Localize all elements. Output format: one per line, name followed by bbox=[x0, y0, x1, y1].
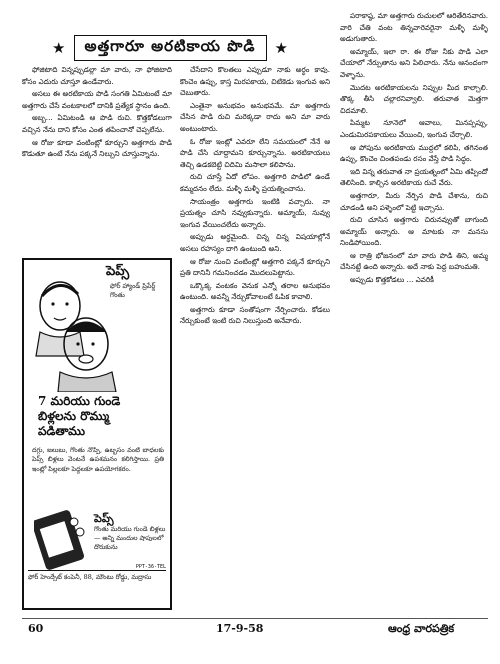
story-title: అత్తగారూ అరటికాయ పొడి bbox=[74, 35, 267, 61]
ad-body-text: దగ్గు, జలుబు, గొంతు నొప్పి, ఉబ్బసం వంటి బాధలకు పెప్స్ బిళ్లలు వెంటనే ఉపశమనం కలిగిస్తాయి. ప్రతి ఇంట్లో పిల్లలకూ పెద్దలకూ ఉపయోగకరం. bbox=[32, 446, 164, 473]
pack-description: గొంతు మరియు గుండె బిళ్లలు — అన్ని మందుల షాపులలో దొరుకును bbox=[94, 525, 166, 551]
pack-brand: పెప్స్ bbox=[94, 512, 114, 525]
lozenge-tube-illustration bbox=[34, 508, 86, 570]
paragraph: ఫోజిటాది విన్నప్పుడల్లా మా వారు, నా ఫోజిటాది కోసం ఎదురు చూస్తూ ఉండేవారు. bbox=[22, 65, 172, 86]
page-number: 60 bbox=[28, 622, 44, 635]
star-icon-left: ★ bbox=[52, 38, 66, 57]
peps-advertisement bbox=[22, 258, 172, 610]
ad-headline: 7 మరియు గుండె బిళ్లలను రొమ్ము పడితాము bbox=[38, 394, 121, 438]
paragraph: ఆ రోజు నుంచి వంటింట్లో అత్తగారి పక్కనే కూర్చుని ప్రతి దానినీ గమనించడం మొదలుపెట్టాను. bbox=[180, 256, 330, 278]
paragraph: అబ్బ... ఏమిటండి ఆ పొడి రుచి. కొత్తకోడలుగా వచ్చిన నేను దాని కోసం ఎంత తపించానో చెప్పలేను. bbox=[22, 113, 172, 134]
two-boys-illustration bbox=[30, 272, 118, 392]
story-header bbox=[20, 36, 320, 60]
ad-code: PPT-36-TEL bbox=[135, 564, 166, 570]
column-2 bbox=[180, 64, 330, 609]
footer-rule bbox=[22, 618, 488, 619]
paragraph: ఎంతైనా అనుభవం అనుభవమే. మా అత్తగారు చేసిన పొడి రుచి మరెక్కడా రాదు అని మా వారు అంటుంటారు. bbox=[180, 100, 330, 133]
paragraph: ఆ రాత్రి భోజనంలో మా వారు పొడి తిని, అమ్మ చేసినట్టే ఉంది అన్నారు. అదే నాకు పెద్ద బహుమతి. bbox=[340, 250, 488, 272]
paragraph: రుచి చూస్తే ఏదో లోపం. అత్తగారి పొడిలో ఉండే కమ్మదనం లేదు. మళ్ళీ మళ్ళీ ప్రయత్నించాను. bbox=[180, 172, 330, 193]
paragraph: మొదట అరటికాయలను నిప్పుల మీద కాల్చాలి. తొక్క తీసి చల్లారనివ్వాలి. తరువాత మెత్తగా చిదమాలి. bbox=[340, 82, 488, 115]
column-3 bbox=[340, 10, 488, 609]
paragraph: ఆ పోపును అరటికాయ ముద్దలో కలిపి, తగినంత ఉప్పు, కొంచెం చింతపండు రసం వేస్తే పొడి సిద్ధం. bbox=[340, 142, 488, 164]
issue-date: 17-9-58 bbox=[216, 622, 264, 635]
paragraph: రుచి చూసిన అత్తగారు చిరునవ్వుతో బాగుంది అమ్మాయ్ అన్నారు. ఆ మాటకు నా మనసు నిండిపోయింది. bbox=[340, 215, 488, 248]
paragraph: ఒక్కొక్క వంటకం వెనుక ఎన్నో తరాల అనుభవం ఉంటుంది. అవన్నీ నేర్చుకోవాలంటే ఓపిక కావాలి. bbox=[180, 280, 330, 302]
ad-brand: పెప్స్ bbox=[106, 264, 130, 279]
paragraph: అత్తగారూ, మీరు నేర్పిన పొడి చేశాను, రుచి చూడండి అని పళ్ళెంలో పెట్టి ఇచ్చాను. bbox=[340, 190, 488, 212]
ad-manufacturer: ఫోర్ హెంద్సేట్ కంపెనీ, 88, మౌంటు రోడ్డు, మద్రాసు bbox=[28, 570, 166, 582]
paragraph: పరాకాష్ఠ, మా అత్తగారు రుచులలో ఆరితేరినవారు. వారి చేతి వంట తిన్నవారెవరైనా మళ్ళీ మళ్ళీ అడుగుతారు. bbox=[340, 11, 488, 44]
ad-pack-text bbox=[94, 514, 166, 552]
paragraph: ఓ రోజు ఇంట్లో ఎవరూ లేని సమయంలో నేనే ఆ పొడి చేసి చూద్దామని కూర్చున్నాను. అరటికాయలు తెచ్చి ఉడకబెట్టి చిదిమి మసాలా కలిపాను. bbox=[180, 136, 330, 169]
column-1 bbox=[22, 64, 172, 256]
paragraph: అత్తగారు కూడా సంతోషంగా నేర్పించారు. కోడలు నేర్చుకుంటే ఇంటి రుచి నిలుస్తుంది అనేవారు. bbox=[180, 304, 330, 326]
paragraph: అప్పుడు అర్థమైంది. చిన్న చిన్న విషయాల్లోనే అసలు రహస్యం దాగి ఉంటుంది అని. bbox=[180, 232, 330, 253]
paragraph: ఇది విన్న తరువాత నా ప్రయత్నంలో ఏమి తప్పిందో తెలిసింది. కాల్చిన అరటికాయ రుచే వేరు. bbox=[340, 166, 488, 188]
paragraph: అమ్మాయ్, ఇలా రా. ఈ రోజు నీకు పొడి ఎలా చేయాలో నేర్పుతాను అని పిలిచారు. నేను ఆనందంగా వెళ్ళాను. bbox=[340, 46, 488, 79]
paragraph: అప్పుడు కొత్తకోడలు ... ఎవరికీ bbox=[350, 275, 434, 285]
ad-tagline: ఫోర్ హ్యాండ్ ప్రిపేర్డ్ గొంతు bbox=[110, 282, 156, 299]
paragraph: అసలు ఈ అరటికాయ పొడి సంగతి ఏమిటంటే మా అత్తగారు చేసే వంటకాలలో దానికి ప్రత్యేక స్థానం ఉంది. bbox=[22, 89, 172, 110]
paragraph: చేసేదాని కొలతలు ఎప్పుడూ నాకు అర్థం కావు. కొంచెం ఉప్పు, కాస్త మిరపకాయ, చిటికెడు ఇంగువ అని చెబుతారు. bbox=[180, 65, 330, 98]
paragraph: పిమ్మట నూనెలో ఆవాలు, మినప్పప్పు, ఎండుమిరపకాయలు వేయించి, ఇంగువ చేర్చాలి. bbox=[340, 118, 488, 139]
star-icon-right: ★ bbox=[274, 38, 288, 57]
paragraph: ఆ రోజు కూడా వంటింట్లో కూర్చుని అత్తగారు పొడి కొడుతూ ఉంటే నేను పక్కనే నిల్చుని చూస్తున్నాను. bbox=[22, 137, 172, 159]
paragraph: సాయంత్రం అత్తగారు ఇంటికి వచ్చారు. నా ప్రయత్నం చూసి నవ్వుకున్నారు. అమ్మాయ్, నువ్వు ఇంగువ వేయించలేదు అన్నారు. bbox=[180, 196, 330, 229]
publication-name: ఆంధ్ర వారపత్రిక bbox=[388, 622, 455, 635]
